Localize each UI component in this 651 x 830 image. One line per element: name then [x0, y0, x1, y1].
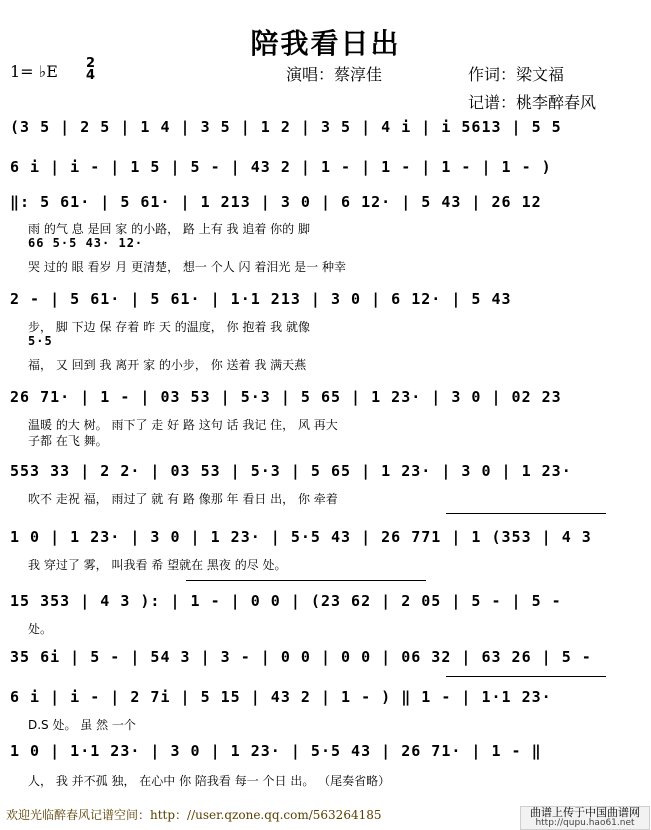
score-row-10-notes: 6 i | i - | 2 7i | 5 15 | 43 2 | 1 - ) ‖ 1 - | 1·1 23· — [10, 688, 552, 706]
footer-badge-url: http://qupu.hao61.net — [535, 818, 635, 828]
footer-badge — [520, 806, 650, 830]
score-row-5-lyrics-1: 温暖 的大 树。 雨下了 走 好 路 这句 话 我记 住， 风 再大 — [28, 418, 338, 432]
footer-link-text: 欢迎光临醉春风记谱空间：http：//user.qzone.qq.com/563264185 — [6, 808, 382, 822]
song-title: 陪我看日出 — [250, 27, 401, 60]
singer-credit: 演唱：蔡淳佳 — [286, 65, 383, 84]
volta-bracket-1 — [446, 513, 606, 514]
score-row-11-lyrics-1: 人， 我 并不孤 独， 在心中 你 陪我看 每一 个日 出。 （尾奏省略） — [28, 774, 391, 788]
volta-bracket-2 — [186, 580, 426, 581]
score-row-5-notes: 26 71· | 1 - | 03 53 | 5·3 | 5 65 | 1 23· | 3 0 | 02 23 — [10, 388, 562, 406]
score-row-11-notes: 1 0 | 1·1 23· | 3 0 | 1 23· | 5·5 43 | 26 71· | 1 - ‖ — [10, 742, 542, 760]
score-row-4-alt-notes: 5·5 — [28, 334, 53, 348]
volta-bracket-3 — [446, 676, 606, 677]
score-row-3-lyrics-2: 哭 过的 眼 看岁 月 更清楚， 想一 个人 闪 着泪光 是一 种幸 — [28, 260, 346, 274]
score-row-8-lyrics-1: 处。 — [28, 622, 53, 636]
score-row-4-notes: 2 - | 5 61· | 5 61· | 1·1 213 | 3 0 | 6 12· | 5 43 — [10, 290, 512, 308]
lyricist-credit: 作词：梁文福 — [468, 65, 565, 84]
key-signature: 1= ♭E — [10, 62, 58, 81]
score-row-8-notes: 15 353 | 4 3 ): | 1 - | 0 0 | (23 62 | 2 05 | 5 - | 5 - — [10, 592, 562, 610]
score-row-3-alt-notes: 66 5·5 43· 12· — [28, 236, 144, 250]
time-signature — [86, 58, 95, 82]
score-row-6-notes: 553 33 | 2 2· | 03 53 | 5·3 | 5 65 | 1 23· | 3 0 | 1 23· — [10, 462, 572, 480]
time-signature-bottom: 4 — [86, 68, 96, 83]
score-row-6-lyrics-1: 吹不 走祝 福， 雨过了 就 有 路 像那 年 看日 出， 你 牵着 — [28, 492, 338, 506]
score-row-4-lyrics-1: 步， 脚 下边 保 存着 昨 天 的温度， 你 抱着 我 就像 — [28, 320, 310, 334]
score-row-7-notes: 1 0 | 1 23· | 3 0 | 1 23· | 5·5 43 | 26 771 | 1 (353 | 4 3 — [10, 528, 592, 546]
score-row-3-notes: ‖: 5 61· | 5 61· | 1 213 | 3 0 | 6 12· | 5 43 | 26 12 — [10, 193, 542, 211]
score-row-3-lyrics-1: 雨 的气 息 是回 家 的小路， 路 上有 我 追着 你的 脚 — [28, 222, 310, 236]
transcriber-credit: 记谱：桃李醉春风 — [468, 93, 597, 112]
time-signature-top: 2 — [86, 56, 96, 71]
score-row-2-notes: 6 i | i - | 1 5 | 5 - | 43 2 | 1 - | 1 - | 1 - | 1 - ) — [10, 158, 552, 176]
score-row-5-lyrics-2: 子都 在飞 舞。 — [28, 434, 108, 448]
score-row-1-notes: (3 5 | 2 5 | 1 4 | 3 5 | 1 2 | 3 5 | 4 i | i 5613 | 5 5 — [10, 118, 562, 136]
score-row-9-notes: 35 6i | 5 - | 54 3 | 3 - | 0 0 | 0 0 | 06 32 | 63 26 | 5 - — [10, 648, 592, 666]
footer-badge-title: 曲谱上传于中国曲谱网 — [530, 806, 640, 819]
score-row-10-lyrics-1: D.S 处。 虽 然 一个 — [28, 718, 136, 732]
score-row-4-lyrics-2: 福， 又 回到 我 离开 家 的小步， 你 送着 我 满天燕 — [28, 358, 307, 372]
score-row-7-lyrics-1: 我 穿过了 雾， 叫我看 希 望就在 黑夜 的尽 处。 — [28, 558, 287, 572]
